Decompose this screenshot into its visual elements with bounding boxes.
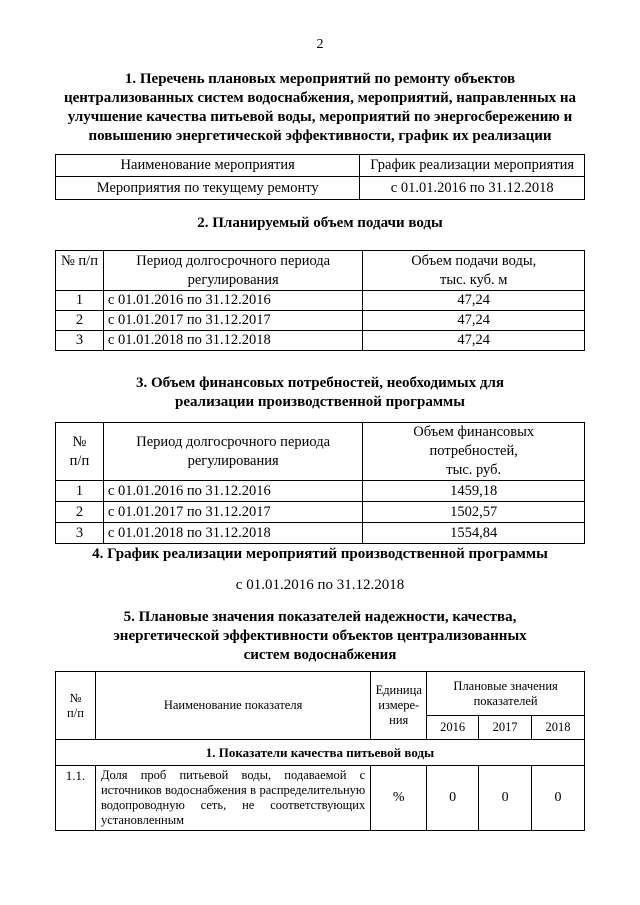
row-volume: 47,24 bbox=[363, 331, 585, 351]
header-indicator-name: Наименование показателя bbox=[95, 672, 370, 740]
section2-title bbox=[0, 214, 640, 233]
header-volume-line: Объем подачи воды, bbox=[411, 252, 537, 269]
row-volume: 47,24 bbox=[363, 291, 585, 311]
section1-title-line: улучшение качества питьевой воды, мероприятий по энергосбережению и bbox=[67, 109, 573, 125]
row-num: 2 bbox=[56, 502, 104, 523]
table-row bbox=[56, 177, 585, 200]
header-period-line: регулирования bbox=[187, 452, 279, 469]
row-period: с 01.01.2016 по 31.12.2016 bbox=[103, 481, 362, 502]
section4-period: с 01.01.2016 по 31.12.2018 bbox=[235, 577, 405, 593]
row-num: 3 bbox=[56, 331, 104, 351]
header-num bbox=[56, 423, 104, 481]
table-header-row bbox=[56, 251, 585, 291]
header-year: 2018 bbox=[532, 716, 585, 740]
section4-title bbox=[0, 545, 640, 564]
table-row bbox=[56, 291, 585, 311]
header-period bbox=[103, 423, 362, 481]
header-planned-line: Плановые значения bbox=[453, 678, 558, 693]
header-finance-line: Объем финансовых потребностей, bbox=[413, 424, 535, 459]
row-period: с 01.01.2018 по 31.12.2018 bbox=[103, 331, 363, 351]
section1-title-line: централизованных систем водоснабжения, мероприятий, направленных на bbox=[63, 90, 577, 106]
section5-title bbox=[0, 608, 640, 665]
schedule-cell: с 01.01.2016 по 31.12.2018 bbox=[360, 177, 585, 200]
row-finance: 1502,57 bbox=[363, 502, 585, 523]
header-unit-line: измере- bbox=[378, 698, 420, 712]
row-finance: 1459,18 bbox=[363, 481, 585, 502]
header-activity-name: Наименование мероприятия bbox=[56, 155, 360, 177]
header-num-line: № bbox=[72, 433, 87, 450]
section4-title-text: 4. График реализации мероприятий производственной программы bbox=[92, 546, 548, 562]
header-num bbox=[56, 672, 96, 740]
section2-table bbox=[55, 250, 585, 351]
table-row bbox=[56, 311, 585, 331]
section5-title-line: энергетической эффективности объектов централизованных bbox=[113, 628, 527, 644]
section1-title bbox=[0, 70, 640, 146]
section2-title-text: 2. Планируемый объем подачи воды bbox=[197, 215, 443, 231]
section3-title-line: реализации производственной программы bbox=[175, 394, 465, 410]
header-year: 2016 bbox=[427, 716, 479, 740]
table-row bbox=[56, 523, 585, 544]
row-volume: 47,24 bbox=[363, 311, 585, 331]
header-volume bbox=[363, 251, 585, 291]
table-header-row bbox=[56, 155, 585, 177]
row-num: 1.1. bbox=[56, 766, 96, 831]
section1-title-line: повышению энергетической эффективности, график их реализации bbox=[88, 128, 552, 144]
header-year: 2017 bbox=[479, 716, 532, 740]
row-num: 1 bbox=[56, 481, 104, 502]
section3-table bbox=[55, 422, 585, 544]
row-num: 1 bbox=[56, 291, 104, 311]
header-num-line: № bbox=[69, 690, 82, 705]
section1-table bbox=[55, 154, 585, 200]
group-title: 1. Показатели качества питьевой воды bbox=[56, 740, 585, 766]
header-volume-line: тыс. куб. м bbox=[440, 271, 508, 288]
row-indicator-name: Доля проб питьевой воды, подаваемой с источников водоснабжения в распределительную водопроводную сеть, не соответствующих установленным bbox=[95, 766, 370, 831]
row-period: с 01.01.2018 по 31.12.2018 bbox=[103, 523, 362, 544]
section1-title-line: 1. Перечень плановых мероприятий по ремонту объектов bbox=[124, 71, 516, 87]
section3-title-line: 3. Объем финансовых потребностей, необходимых для bbox=[135, 375, 505, 391]
header-num-line: п/п bbox=[69, 452, 90, 469]
table-row bbox=[56, 481, 585, 502]
group-row bbox=[56, 740, 585, 766]
header-period-line: регулирования bbox=[187, 271, 279, 288]
row-num: 2 bbox=[56, 311, 104, 331]
table-row bbox=[56, 331, 585, 351]
row-value: 0 bbox=[479, 766, 532, 831]
section5-title-line: систем водоснабжения bbox=[243, 647, 397, 663]
header-planned-values bbox=[427, 672, 585, 716]
table-header-row bbox=[56, 423, 585, 481]
header-planned-line: показателей bbox=[473, 693, 538, 708]
section5-table bbox=[55, 671, 585, 831]
header-num-line: п/п bbox=[67, 705, 84, 720]
section5-title-line: 5. Плановые значения показателей надежности, качества, bbox=[123, 609, 517, 625]
row-value: 0 bbox=[532, 766, 585, 831]
header-unit bbox=[371, 672, 427, 740]
row-period: с 01.01.2017 по 31.12.2017 bbox=[103, 502, 362, 523]
row-period: с 01.01.2017 по 31.12.2017 bbox=[103, 311, 363, 331]
row-value: 0 bbox=[427, 766, 479, 831]
row-num: 3 bbox=[56, 523, 104, 544]
row-finance: 1554,84 bbox=[363, 523, 585, 544]
activity-name-cell: Мероприятия по текущему ремонту bbox=[56, 177, 360, 200]
header-num: № п/п bbox=[56, 251, 104, 291]
header-period-line: Период долгосрочного периода bbox=[136, 252, 331, 269]
header-unit-line: ния bbox=[389, 713, 409, 727]
header-schedule: График реализации мероприятия bbox=[360, 155, 585, 177]
table-row bbox=[56, 766, 585, 831]
row-period: с 01.01.2016 по 31.12.2016 bbox=[103, 291, 363, 311]
section3-title bbox=[0, 374, 640, 412]
table-row bbox=[56, 502, 585, 523]
header-period bbox=[103, 251, 363, 291]
row-unit: % bbox=[371, 766, 427, 831]
header-finance bbox=[363, 423, 585, 481]
header-period-line: Период долгосрочного периода bbox=[136, 433, 331, 450]
header-unit-line: Единица bbox=[375, 683, 422, 697]
header-finance-line: тыс. руб. bbox=[446, 462, 502, 478]
page-number: 2 bbox=[316, 37, 324, 52]
table-header-row bbox=[56, 672, 585, 716]
